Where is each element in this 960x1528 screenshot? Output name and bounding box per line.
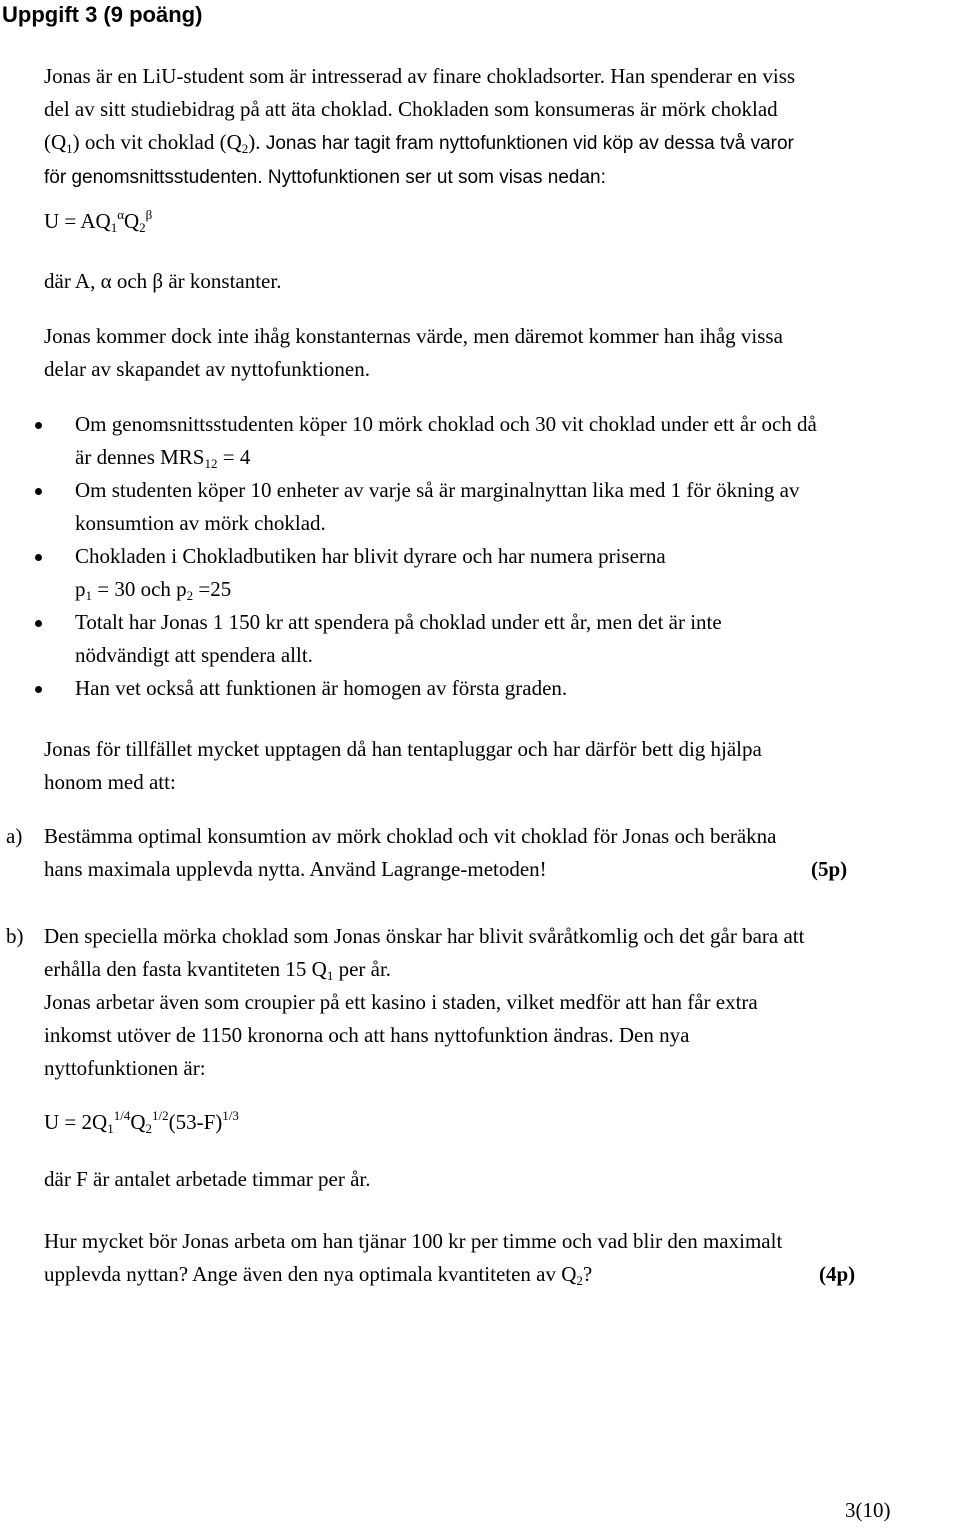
bullet-text [75, 573, 955, 606]
utility-formula [44, 205, 152, 238]
bullet-text: Om studenten köper 10 enheter av varje så är marginalnyttan lika med 1 för ökning av [75, 478, 800, 502]
page-number: 3(10) [845, 1498, 891, 1522]
intro-text-sans: Jonas har tagit fram nyttofunktionen vid köp av dessa två varor [260, 133, 794, 154]
bullet-text-part: = 4 [217, 445, 251, 469]
ask-line-1: Hur mycket bör Jonas arbeta om han tjänar 100 kr per timme och vad blir den maximalt [44, 1229, 783, 1253]
question-b-ask [44, 1225, 944, 1291]
subscript: 2 [241, 141, 249, 156]
bullet-text: nödvändigt att spendera allt. [75, 643, 313, 667]
question-b-text: per år. [333, 957, 392, 981]
bullet-list [75, 408, 955, 705]
subscript: 12 [204, 456, 218, 471]
memory-line-2: delar av skapandet av nyttofunktionen. [44, 357, 370, 381]
bullet-text: Han vet också att funktionen är homogen av första graden. [75, 676, 568, 700]
task-heading: Uppgift 3 (9 poäng) [2, 2, 203, 27]
bullet-text-part: är dennes MRS [75, 445, 205, 469]
bullet-text: konsumtion av mörk choklad. [75, 511, 326, 535]
intro-paragraph [44, 60, 944, 194]
intro-line-3 [44, 126, 944, 160]
bullet-item [75, 606, 955, 672]
bullet-text [75, 441, 955, 474]
intro-text: ) och vit choklad (Q [72, 130, 242, 154]
constants-line: där A, α och β är konstanter. [44, 269, 282, 293]
question-b-line-2 [44, 953, 944, 986]
subscript: 1 [66, 141, 73, 156]
superscript: α [117, 207, 124, 222]
points-badge: (4p) [819, 1262, 856, 1286]
intro-line-1: Jonas är en LiU-student som är intresserad av finare chokladsorter. Han spenderar en viss [44, 64, 796, 88]
question-a-line-2 [44, 853, 944, 886]
bullet-dot [35, 686, 42, 693]
intro-text: ). [248, 130, 261, 154]
intro-line-2: del av sitt studiebidrag på att äta choklad. Chokladen som konsumeras är mörk choklad [44, 97, 778, 121]
question-b [44, 920, 944, 1085]
formula-text: U = 2Q [44, 1110, 108, 1134]
subscript: 2 [145, 1121, 152, 1136]
formula-text: Q [124, 209, 140, 233]
question-a-label: a) [6, 824, 23, 848]
subscript: 1 [85, 588, 92, 603]
question-b-text: erhålla den fasta kvantiteten 15 Q [44, 957, 327, 981]
intro-text: (Q [44, 130, 67, 154]
subscript: 2 [576, 1273, 583, 1288]
superscript: 1/2 [151, 1108, 169, 1123]
bullet-text-part: = 30 och p [92, 577, 187, 601]
question-a-line-1: Bestämma optimal konsumtion av mörk choklad och vit choklad för Jonas och beräkna [44, 824, 777, 848]
request-paragraph [44, 733, 944, 799]
intro-text-sans: Nyttofunktionen ser ut som visas nedan: [262, 167, 606, 188]
new-utility-formula [44, 1106, 239, 1139]
question-b-line-4: inkomst utöver de 1150 kronorna och att hans nyttofunktion ändras. Den nya [44, 1023, 690, 1047]
bullet-text: Om genomsnittsstudenten köper 10 mörk choklad och 30 vit choklad under ett år och då [75, 412, 817, 436]
f-definition-line: där F är antalet arbetade timmar per år. [44, 1167, 371, 1191]
bullet-item [75, 672, 955, 705]
bullet-item [75, 408, 955, 474]
bullet-item [75, 540, 955, 606]
ask-text: ? [582, 1262, 593, 1286]
ask-text: upplevda nyttan? Ange även den nya optimala kvantiteten av Q [44, 1262, 577, 1286]
question-b-line-1: Den speciella mörka choklad som Jonas önskar har blivit svåråtkomlig och det går bara att [44, 924, 805, 948]
bullet-dot [35, 620, 42, 627]
points-badge: (5p) [811, 857, 848, 881]
superscript: 1/3 [222, 1108, 239, 1123]
formula-text: Q [130, 1110, 146, 1134]
memory-line-1: Jonas kommer dock inte ihåg konstanternas värde, men däremot kommer han ihåg vissa [44, 324, 783, 348]
bullet-text: Totalt har Jonas 1 150 kr att spendera på choklad under ett år, men det är inte [75, 610, 722, 634]
subscript: 1 [107, 1121, 114, 1136]
question-b-line-3: Jonas arbetar även som croupier på ett kasino i staden, vilket medför att han får extra [44, 990, 758, 1014]
bullet-text-part: p [75, 577, 86, 601]
question-a [44, 820, 944, 886]
subscript: 2 [186, 588, 194, 603]
intro-text-sans: för genomsnittsstudenten. [44, 167, 263, 188]
bullet-dot [35, 422, 42, 429]
bullet-dot [35, 488, 42, 495]
subscript: 1 [110, 220, 118, 235]
formula-text: U = AQ [44, 209, 111, 233]
question-b-line-5: nyttofunktionen är: [44, 1056, 206, 1080]
superscript: 1/4 [113, 1108, 131, 1123]
question-a-text: hans maximala upplevda nytta. Använd Lagrange-metoden! [44, 857, 547, 881]
superscript: β [145, 207, 153, 222]
question-b-label: b) [6, 924, 24, 948]
ask-line-2 [44, 1258, 944, 1291]
bullet-text-part: =25 [193, 577, 232, 601]
bullet-dot [35, 554, 42, 561]
request-line-2: honom med att: [44, 770, 176, 794]
memory-paragraph [44, 320, 944, 386]
formula-text: (53-F) [168, 1110, 223, 1134]
request-line-1: Jonas för tillfället mycket upptagen då han tentapluggar och har därför bett dig hjälpa [44, 737, 762, 761]
intro-line-4 [44, 160, 944, 194]
subscript: 2 [139, 220, 146, 235]
subscript: 1 [326, 968, 334, 983]
bullet-item [75, 474, 955, 540]
bullet-text: Chokladen i Chokladbutiken har blivit dyrare och har numera priserna [75, 544, 666, 568]
